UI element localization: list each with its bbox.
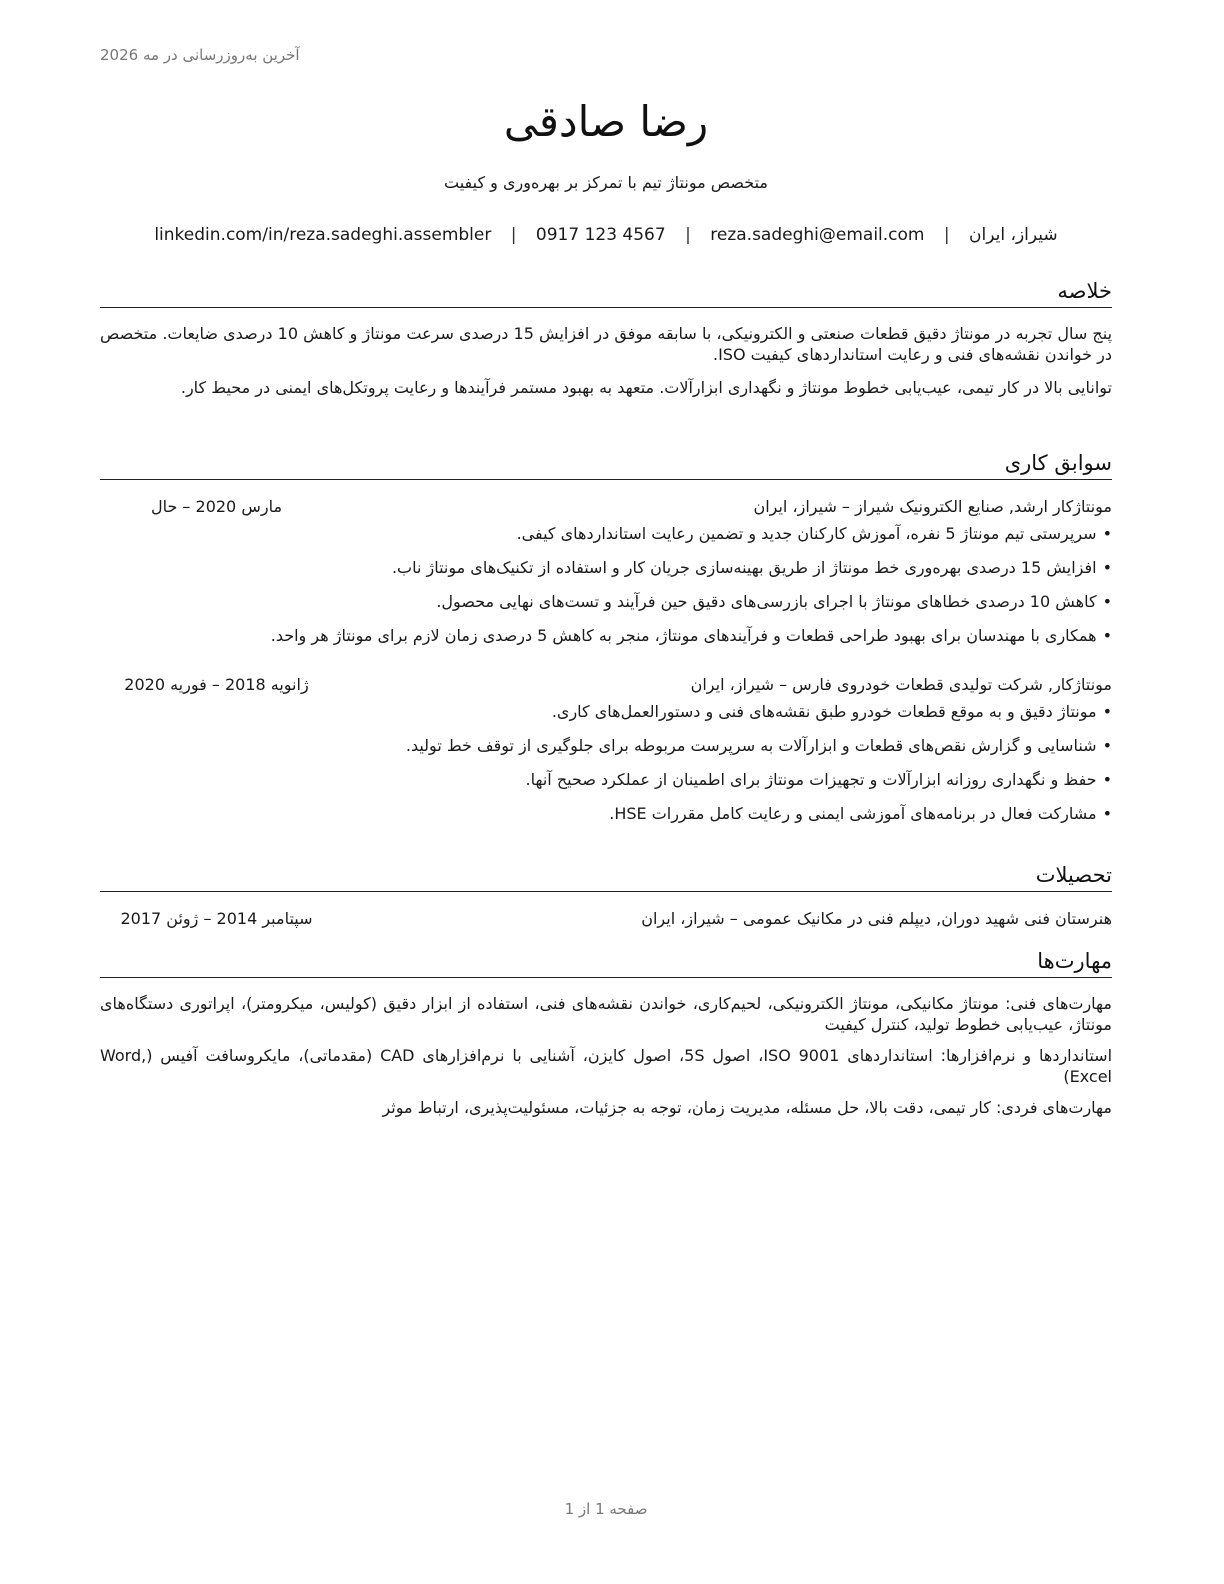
candidate-name: رضا صادقی bbox=[503, 97, 709, 146]
summary-section bbox=[100, 276, 1112, 398]
list-item: •شناسایی و گزارش نقص‌های قطعات و ابزارآلات به سرپرست مربوطه برای جلوگیری از توقف خط تولید. bbox=[100, 729, 1112, 763]
contact-separator: | bbox=[685, 225, 691, 245]
job-entry bbox=[100, 495, 1112, 653]
summary-paragraph: پنج سال تجربه در مونتاژ دقیق قطعات صنعتی و الکترونیکی، با سابقه موفق در افزایش 15 درصدی سرعت مونتاژ و کاهش 10 درصدی ضایعات. متخصص در خواندن نقشه‌های فنی و رعایت استانداردهای کیفیت ISO. bbox=[100, 324, 1113, 364]
experience-heading: سوابق کاری bbox=[100, 448, 1112, 480]
summary-heading: خلاصه bbox=[100, 276, 1112, 308]
education-entry bbox=[100, 907, 1112, 931]
contact-line bbox=[100, 222, 1112, 248]
candidate-headline: متخصص مونتاژ تیم با تمرکز بر بهره‌وری و کیفیت bbox=[444, 173, 768, 192]
summary-paragraph: توانایی بالا در کار تیمی، عیب‌یابی خطوط مونتاژ و نگهداری ابزارآلات. متعهد به بهبود مستمر فرآیندها و رعایت پروتکل‌های ایمنی در محیط کار. bbox=[180, 378, 1112, 397]
resume-page bbox=[100, 0, 1112, 1584]
bullet-icon: • bbox=[1102, 770, 1112, 789]
skills-line: استانداردها و نرم‌افزارها: استانداردهای ISO 9001، اصول 5S، اصول کایزن، آشنایی با نرم‌افزارهای CAD (مقدماتی)، مایکروسافت آفیس (Word, Excel) bbox=[100, 1046, 1113, 1086]
bullet-icon: • bbox=[1102, 626, 1112, 645]
skills-heading: مهارت‌ها bbox=[100, 946, 1112, 978]
bullet-icon: • bbox=[1102, 804, 1112, 823]
list-item: •مشارکت فعال در برنامه‌های آموزشی ایمنی و رعایت کامل مقررات HSE. bbox=[100, 797, 1112, 831]
education-heading: تحصیلات bbox=[100, 860, 1112, 892]
list-item: •کاهش 10 درصدی خطاهای مونتاژ با اجرای بازرسی‌های دقیق حین فرآیند و تست‌های نهایی محصول. bbox=[100, 585, 1112, 619]
contact-email[interactable]: reza.sadeghi@email.com bbox=[710, 225, 925, 245]
job-dates: ژانویه 2018 – فوریه 2020 bbox=[124, 675, 309, 694]
contact-linkedin[interactable]: linkedin.com/in/reza.sadeghi.assembler bbox=[154, 225, 492, 245]
skills-line: مهارت‌های فنی: مونتاژ مکانیکی، مونتاژ الکترونیکی، لحیم‌کاری، خواندن نقشه‌های فنی، استفاده از ابزار دقیق (کولیس، میکرومتر)، اپراتوری دستگاه‌های مونتاژ، عیب‌یابی خطوط تولید، کنترل کیفیت bbox=[100, 994, 1112, 1034]
list-item: •مونتاژ دقیق و به موقع قطعات خودرو طبق نقشه‌های فنی و دستورالعمل‌های کاری. bbox=[100, 695, 1112, 729]
job-header bbox=[100, 673, 1112, 697]
skills-section bbox=[100, 946, 1112, 1118]
bullet-icon: • bbox=[1102, 524, 1112, 543]
contact-separator: | bbox=[943, 225, 950, 245]
education-dates: سپتامبر 2014 – ژوئن 2017 bbox=[120, 909, 313, 928]
list-item: •افزایش 15 درصدی بهره‌وری خط مونتاژ از طریق بهینه‌سازی جریان کار و استفاده از تکنیک‌های مونتاژ ناب. bbox=[100, 551, 1112, 585]
bullet-icon: • bbox=[1102, 592, 1112, 611]
page-number: صفحه 1 از 1 bbox=[564, 1500, 648, 1518]
list-item: •سرپرستی تیم مونتاژ 5 نفره، آموزش کارکنان جدید و تضمین رعایت استانداردهای کیفی. bbox=[100, 517, 1112, 551]
job-title: مونتاژکار, شرکت تولیدی قطعات خودروی فارس – شیراز، ایران bbox=[690, 675, 1112, 694]
job-dates: مارس 2020 – حال bbox=[150, 497, 283, 516]
bullet-icon: • bbox=[1102, 558, 1112, 577]
job-header bbox=[100, 495, 1112, 519]
last-updated: آخرین به‌روزرسانی در مه 2026 bbox=[100, 46, 300, 64]
bullet-icon: • bbox=[1102, 702, 1112, 721]
contact-location: شیراز، ایران bbox=[969, 225, 1058, 245]
experience-section bbox=[100, 448, 1112, 831]
contact-separator: | bbox=[510, 225, 517, 245]
job-entry bbox=[100, 673, 1112, 831]
job-title: مونتاژکار ارشد, صنایع الکترونیک شیراز – شیراز، ایران bbox=[753, 497, 1112, 516]
education-section bbox=[100, 860, 1112, 931]
list-item: •حفظ و نگهداری روزانه ابزارآلات و تجهیزات مونتاژ برای اطمینان از عملکرد صحیح آنها. bbox=[100, 763, 1112, 797]
skills-line: مهارت‌های فردی: کار تیمی، دقت بالا، حل مسئله، مدیریت زمان، توجه به جزئیات، مسئولیت‌پذیری، ارتباط موثر bbox=[382, 1098, 1112, 1117]
education-title: هنرستان فنی شهید دوران, دیپلم فنی در مکانیک عمومی – شیراز، ایران bbox=[641, 909, 1112, 928]
bullet-icon: • bbox=[1102, 736, 1112, 755]
contact-phone: 0917 123 4567 bbox=[535, 225, 666, 245]
job-bullets bbox=[100, 695, 1112, 831]
job-bullets bbox=[100, 517, 1112, 653]
list-item: •همکاری با مهندسان برای بهبود طراحی قطعات و فرآیندهای مونتاژ، منجر به کاهش 5 درصدی زمان لازم برای مونتاژ هر واحد. bbox=[100, 619, 1112, 653]
